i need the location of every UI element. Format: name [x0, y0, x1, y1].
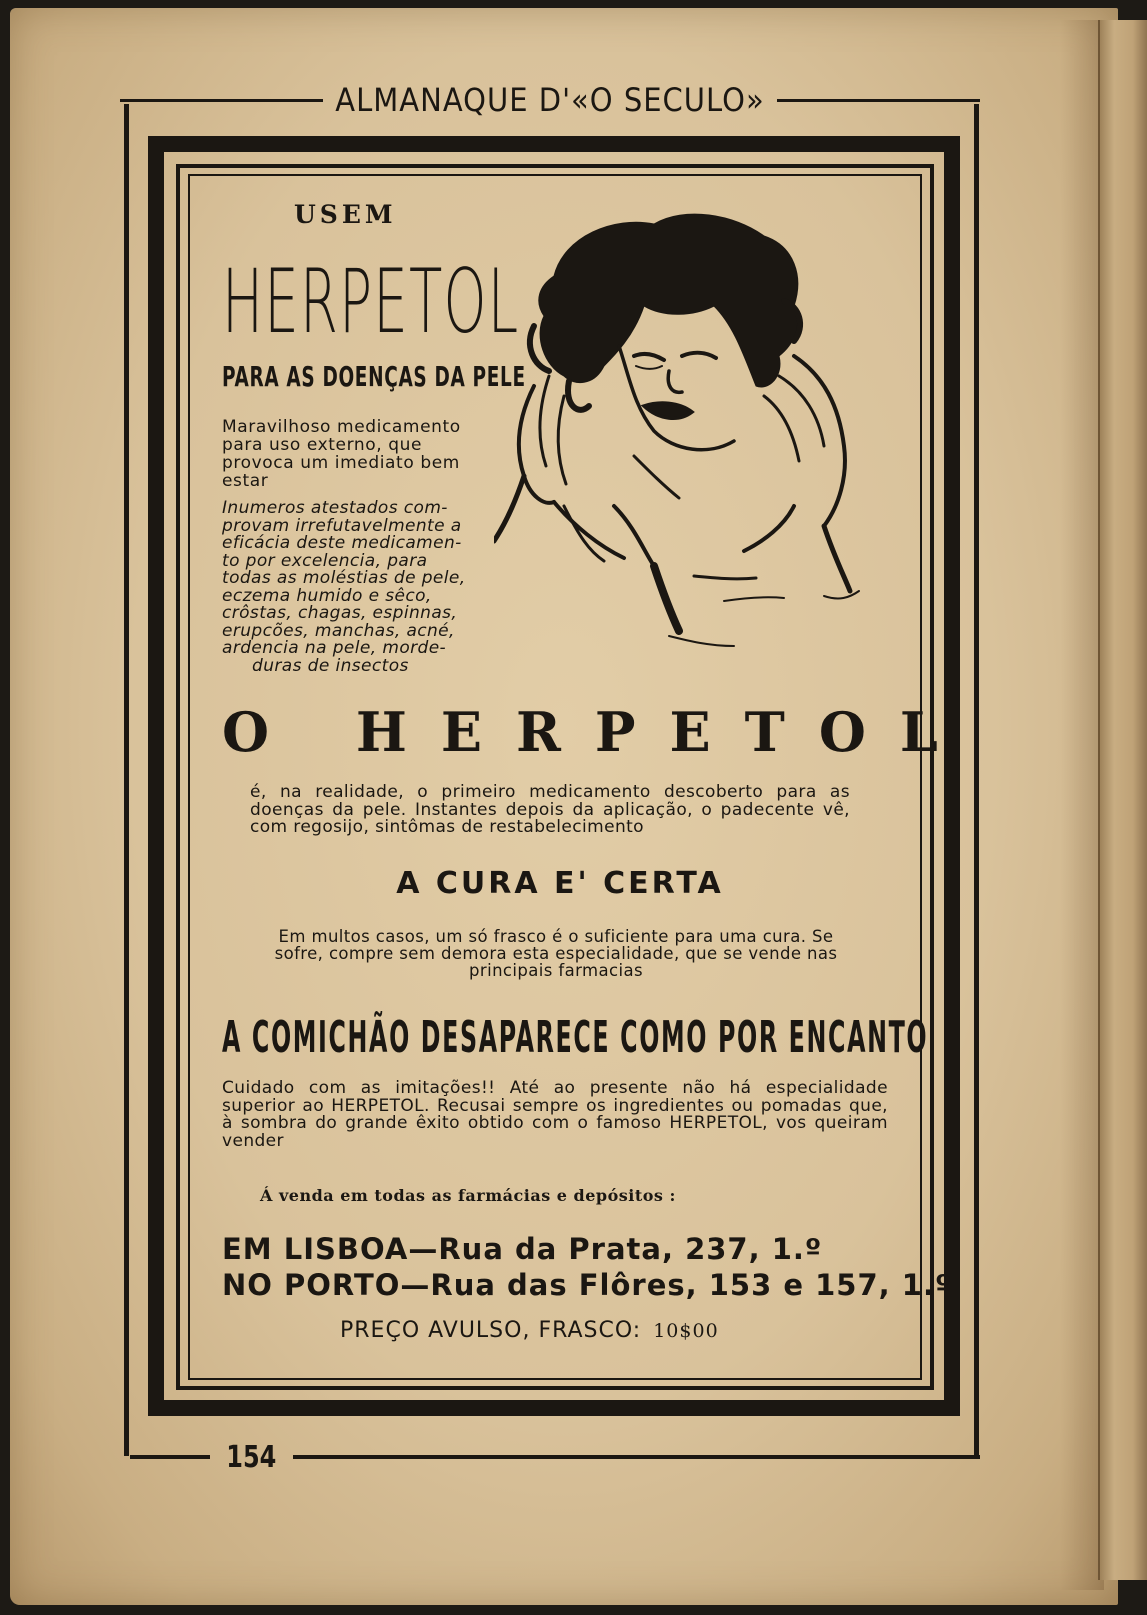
warning-paragraph: Cuidado com as imitações!! Até ao presente não há especialidade superior ao HERPETOL. Recusai sempre os ingredientes ou pomadas que, à sombra do grande êxito obtido com o famoso HERPETOL, vos queiram vender	[222, 1078, 888, 1151]
header-rule-right	[777, 99, 980, 102]
almanac-title: ALMANAQUE D'«O SECULO»	[335, 81, 765, 119]
testimonial-line: eczema humido e sêco,	[222, 585, 432, 606]
testimonial-line: todas as moléstias de pele,	[222, 568, 466, 588]
cura-heading: A CURA E' CERTA	[396, 866, 724, 901]
testimonial-line: Inumeros atestados com-	[222, 498, 448, 518]
brand-name: HERPETOL	[222, 250, 520, 353]
testimonial-line: duras de insectos	[252, 655, 409, 676]
address-lisboa: EM LISBOA—Rua da Prata, 237, 1.º	[222, 1232, 823, 1266]
testimonial-line: to por excelencia, para	[222, 550, 428, 571]
testimonials-text	[222, 500, 488, 675]
header-rule-left	[120, 99, 323, 102]
sales-note: Á venda em todas as farmácias e depósitos :	[260, 1186, 676, 1205]
comichao-heading: A COMICHÃO DESAPARECE COMO POR ENCANTO	[222, 1012, 929, 1063]
page-number: 154	[226, 1439, 277, 1475]
herpetol-paragraph: é, na realidade, o primeiro medicamento descoberto para as doenças da pele. Instantes depois da aplicação, o padecente vê, com regosijo, sintômas de restabelecimento	[250, 782, 850, 837]
page-footer	[130, 1440, 980, 1474]
herpetol-heading: O HERPETOL	[222, 700, 972, 764]
next-page-edge	[1098, 20, 1147, 1580]
cura-paragraph: Em multos casos, um só frasco é o suficiente para uma cura. Se sofre, compre sem demora esta especialidade, que se vende nas principais farmacias	[274, 927, 838, 980]
page-header	[120, 80, 980, 120]
footer-rule-right	[293, 1455, 980, 1459]
brand-subtitle: PARA AS DOENÇAS DA PELE	[222, 360, 526, 393]
price-value: 10$00	[653, 1320, 719, 1342]
testimonial-line: provam irrefutavelmente a	[222, 515, 462, 536]
testimonial-line: eficácia deste medicamen-	[222, 533, 462, 553]
frame-outer-right	[974, 104, 979, 1456]
frame-outer-left	[124, 104, 129, 1456]
product-description: Maravilhoso medicamento para uso externo, que provoca um imediato bem estar	[222, 417, 461, 491]
testimonial-line: ardencia na pele, morde-	[222, 638, 447, 658]
price-label: PREÇO AVULSO, FRASCO:	[340, 1318, 642, 1343]
usem-label: USEM	[294, 200, 397, 229]
testimonial-line: erupcões, manchas, acné,	[222, 620, 455, 641]
testimonial-line: crôstas, chagas, espinnas,	[222, 603, 458, 623]
footer-rule-left	[130, 1455, 210, 1459]
price-line	[340, 1318, 719, 1343]
woman-scratching-illustration	[494, 206, 886, 676]
address-porto: NO PORTO—Rua das Flôres, 153 e 157, 1.º	[222, 1268, 953, 1302]
